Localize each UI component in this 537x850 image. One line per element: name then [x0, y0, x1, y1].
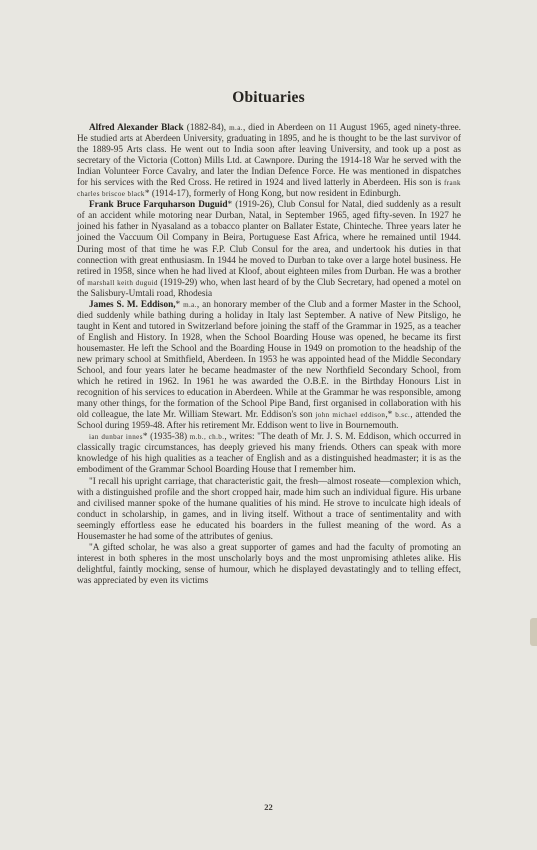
tribute-paragraph [77, 477, 461, 543]
page-number: 22 [264, 802, 273, 812]
obituary-duguid [77, 200, 461, 299]
page-edge-tab [530, 618, 537, 646]
tribute-text: "I recall his upright carriage, that characteristic gait, the fresh—almost roseate—complexion which, with a distinguished profile and the short cropped hair, made him such an individual figure. His urbane and civilised manner spoke of the humane qualities of his mind. He strove to inculcate high ideals of conduct in scholarship, in games, and in living itself. Without a trace of sentimentality and with seemingly effortless ease he educated his boarders in the fullest meaning of the word. As a Housemaster he had some of the attributes of genius. [77, 476, 461, 542]
obituary-eddison: James S. M. Eddison,* m.a., an honorary member of the Club and a former Master in the School, died suddenly while bathing during a holiday in Italy last September. A native of New Pitsligo, he taught in Kent and tutored in Switzerland before joining the staff of the Grammar in 1925, as a teacher of English and History. In 1928, when the School Boarding House was opened, he became its first housemaster. He left the School and the Boarding House in 1949 on promotion to the headship of the new primary school at Smithfield, Aberdeen. In 1953 he was appointed head of the Middle Secondary School, and four years later he became headmaster of the new Northfield Secondary School, from which he retired in 1962. In 1961 he was awarded the O.B.E. in the Birthday Honours List in recognition of his services to education in Aberdeen. While at the Grammar he was responsible, among many other things, for the formation of the School Pipe Band, first organised in collaboration with his old colleague, the late Mr. William Stewart. Mr. Eddison's son john michael eddison,* b.sc., attended the School during 1959-48. After his retirement Mr. Eddison went to live in Bournemouth. [77, 299, 461, 432]
entry-text-continued: * (1914-17), formerly of Hong Kong, but now resident in Edinburgh. [144, 189, 401, 200]
entry-relative-name: john michael eddison [315, 411, 386, 420]
entry-relative-degree: b.sc. [395, 411, 411, 420]
tribute-text: "A gifted scholar, he was also a great supporter of games and had the faculty of promoting an interest in both spheres in the most unscholarly boys and the most unpromising athletes alike. His delightful, faintly mocking, sense of humour, which he displayed devastatingly and to telling effect, was appreciated by even its victims [77, 542, 461, 586]
page-title: Obituaries [232, 89, 305, 106]
obituaries-column [77, 123, 461, 587]
tribute-author-degrees: m.b., ch.b. [189, 433, 225, 442]
entry-name: Frank Bruce Farquharson Duguid [89, 200, 228, 211]
entry-text-continued: (1919-29) who, when last heard of by the Club Secretary, had opened a motel on the Salisbury-Umtali road, Rhodesia [77, 277, 461, 299]
entry-text-continued: , attended the School during 1959-48. After his retirement Mr. Eddison went to live in Bournemouth. [77, 410, 461, 432]
tribute-paragraph [77, 543, 461, 587]
tribute-author: ian dunbar innes [89, 433, 143, 442]
tribute-innes [77, 432, 461, 476]
entry-name: Alfred Alexander Black [89, 123, 184, 133]
tribute-author-years: * (1935-38) [142, 432, 190, 443]
entry-years: (1882-84), [183, 123, 230, 133]
entry-text: , an honorary member of the Club and a former Master in the School, died suddenly while bathing during a holiday in Italy last September. A native of New Pitsligo, he taught in Kent and tutored in Switzerland before joining the staff of the Grammar in 1925, as a teacher of English and History. In 1928, when the School Boarding House was opened, he became its first housemaster. He left the School and the Boarding House in 1949 on promotion to the headship of the new primary school at Smithfield, Aberdeen. In 1953 he was appointed head of the Middle Secondary School, and four years later he became headmaster of the new Northfield Secondary School, from which he retired in 1962. In 1961 he was awarded the O.B.E. in the Birthday Honours List in recognition of his services to education in Aberdeen. While at the Grammar he was responsible, among many other things, for the formation of the School Pipe Band, first organised in collaboration with his old colleague, the late Mr. William Stewart. Mr. Eddison's son [77, 299, 461, 421]
tribute-text: , writes: "The death of Mr. J. S. M. Eddison, which occurred in classically tragic circumstances, has deeply grieved his many friends. Others can speak with more knowledge of his high qualities as a teacher of English and as a distinguished headmaster; it is as the embodiment of the Grammar School Boarding House that I remember him. [77, 432, 461, 476]
entry-degree: m.a. [229, 124, 243, 132]
entry-degree: m.a. [183, 300, 197, 309]
entry-relative-name: frank charles briscoe black [77, 179, 461, 199]
entry-text: , died in Aberdeen on 11 August 1965, aged ninety-three. He studied arts at Aberdeen University, graduating in 1895, and he is thought to be the last survivor of the 1889-95 Arts class. He went out to India soon after leaving University, and took up a post as secretary of the Victoria (Cotton) Mills Ltd. at Cawnpore. During the 1914-18 War he served with the Indian Volunteer Force Cavalry, and later the Indian Defence Force. He was mentioned in dispatches for his services with the Red Cross. He retired in 1924 and lived latterly in Aberdeen. His son is [77, 123, 461, 189]
entry-text: * (1919-26), Club Consul for Natal, died suddenly as a result of an accident while motoring near Durban, Natal, in September 1965, aged fifty-seven. In 1927 he joined his father in Nyasaland as a tobacco planter on Ballater Estate, Chinteche. Three years later he joined the Vaccuum Oil Company in Beira, Portuguese East Africa, where he remained until 1944. During most of that time he was F.P. Club Consul for the area, and undertook his duties in that connection with great enthusiasm. In 1944 he moved to Durban to take over a large hotel business. He retired in 1958, since when he had lived at Kloof, about eighteen miles from Durban. He was a brother of [77, 200, 461, 288]
entry-relative-name: marshall keith duguid [87, 278, 158, 287]
obituary-black [77, 123, 461, 200]
entry-name: James S. M. Eddison, [89, 299, 176, 310]
